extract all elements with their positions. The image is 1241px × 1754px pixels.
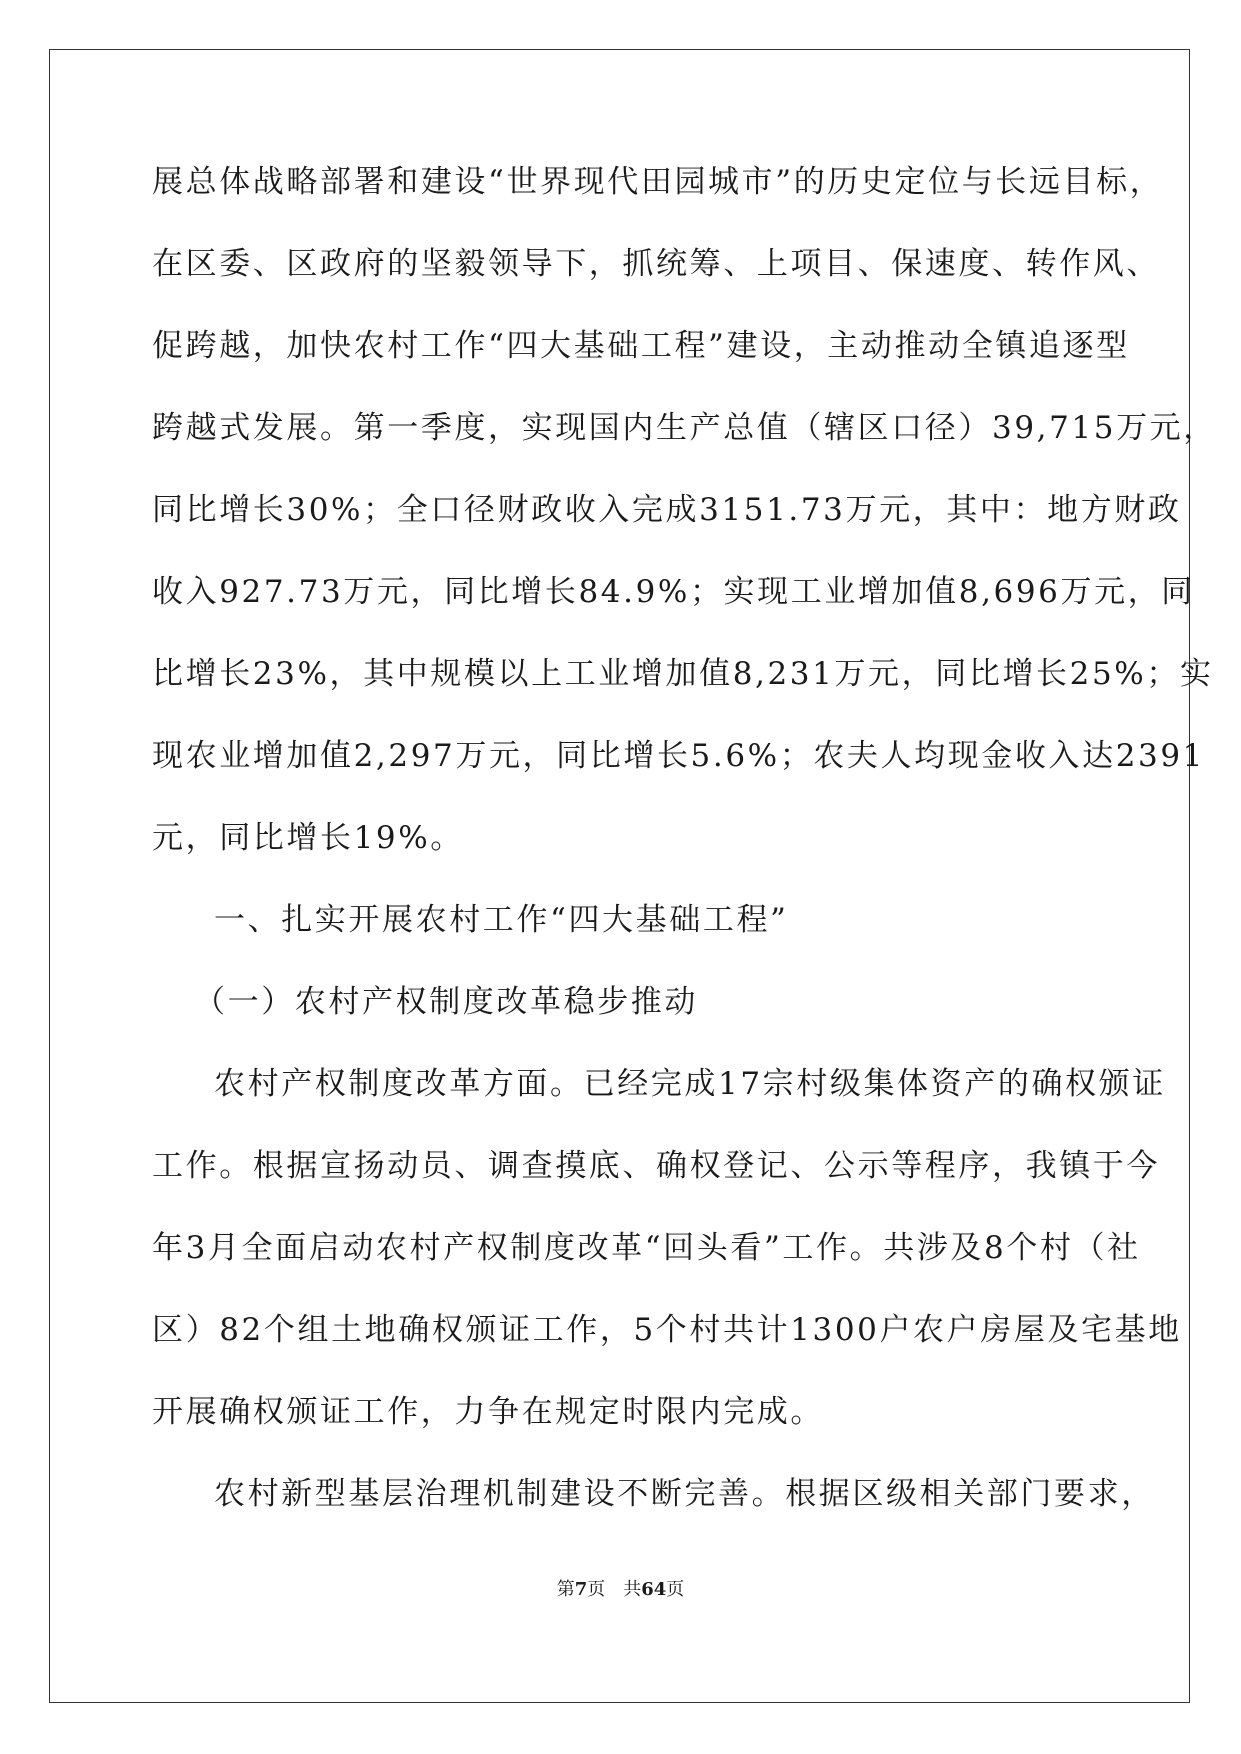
paragraph-line: 年3月全面启动农村产权制度改革“回头看”工作。共涉及8个村（社	[152, 1230, 1141, 1266]
paragraph-line: 工作。根据宣扬动员、调查摸底、确权登记、公示等程序，我镇于今	[152, 1148, 1160, 1184]
paragraph-line: 开展确权颁证工作，力争在规定时限内完成。	[152, 1394, 824, 1430]
paragraph-line: 农村新型基层治理机制建设不断完善。根据区级相关部门要求，	[214, 1476, 1155, 1512]
paragraph-line: 同比增长30%；全口径财政收入完成3151.73万元，其中：地方财政	[152, 492, 1182, 528]
subsection-heading: （一）农村产权制度改革稳步推动	[194, 984, 698, 1020]
current-page-number: 7	[574, 1579, 588, 1600]
paragraph-line: 比增长23%，其中规模以上工业增加值8,231万元，同比增长25%；实	[152, 656, 1214, 692]
footer-suffix: 页	[666, 1579, 685, 1600]
paragraph-line: 区）82个组土地确权颁证工作，5个村共计1300户农户房屋及宅基地	[152, 1312, 1182, 1348]
total-page-count: 64	[641, 1579, 667, 1600]
paragraph-line: 农村产权制度改革方面。已经完成17宗村级集体资产的确权颁证	[214, 1066, 1166, 1102]
paragraph-line: 元，同比增长19%。	[152, 820, 464, 856]
paragraph-line: 收入927.73万元，同比增长84.9%；实现工业增加值8,696万元，同	[152, 574, 1195, 610]
paragraph-line: 在区委、区政府的坚毅领导下，抓统筹、上项目、保速度、转作风、	[152, 246, 1160, 282]
footer-prefix: 第	[556, 1579, 575, 1600]
section-heading: 一、扎实开展农村工作“四大基础工程”	[214, 902, 789, 938]
paragraph-line: 跨越式发展。第一季度，实现国内生产总值（辖区口径）39,715万元，	[152, 410, 1217, 446]
page-footer	[0, 1578, 1241, 1602]
document-body	[152, 162, 1217, 1556]
paragraph-line: 促跨越，加快农村工作“四大基础工程”建设，主动推动全镇追逐型	[152, 328, 1130, 364]
paragraph-line: 现农业增加值2,297万元，同比增长5.6%；农夫人均现金收入达2391	[152, 738, 1205, 774]
paragraph-line: 展总体战略部署和建设“世界现代田园城市”的历史定位与长远目标，	[152, 164, 1164, 200]
footer-middle: 页 共	[587, 1579, 642, 1600]
